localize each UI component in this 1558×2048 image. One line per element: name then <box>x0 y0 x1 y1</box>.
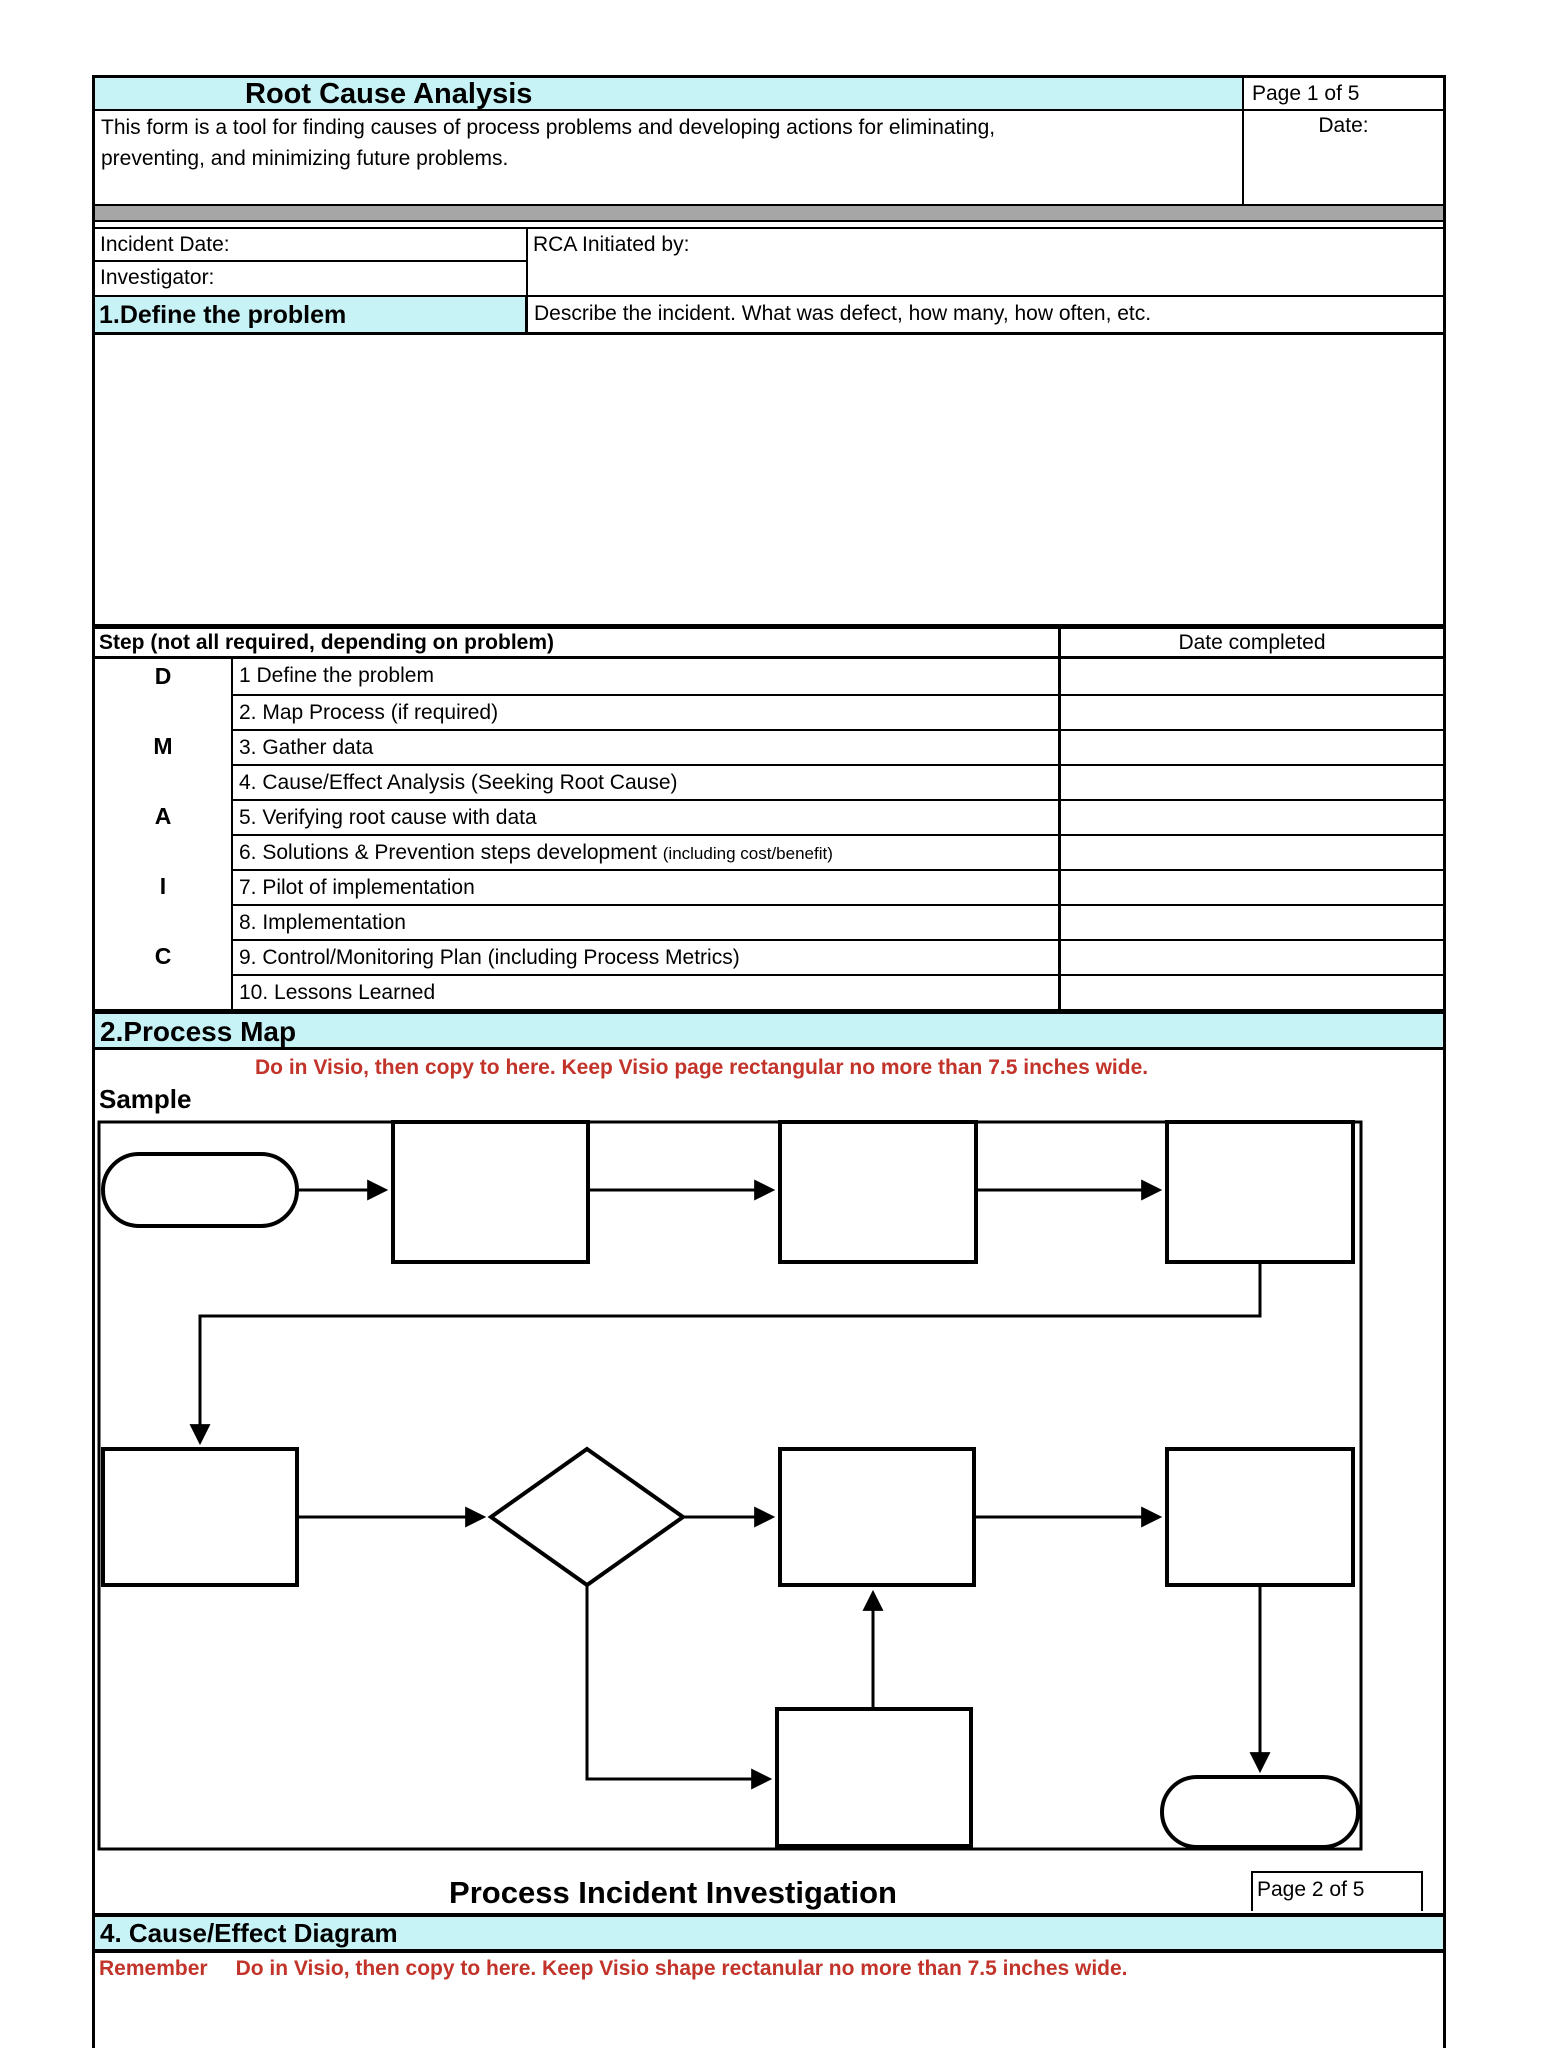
form-title: Root Cause Analysis <box>95 78 1244 109</box>
dmaic-letter <box>95 834 231 869</box>
date-completed-cell[interactable] <box>1061 659 1443 694</box>
step-text: 5. Verifying root cause with data <box>233 801 1061 834</box>
visio-note-body: Do in Visio, then copy to here. Keep Visio shape rectanular no more than 7.5 inches wide. <box>235 1957 1128 1980</box>
dmaic-letter-column <box>95 659 233 1009</box>
description-row <box>95 111 1443 204</box>
dmaic-letter <box>95 974 231 1009</box>
dmaic-letter <box>95 764 231 799</box>
incident-date-field[interactable]: Incident Date: <box>95 229 526 262</box>
date-completed-cell[interactable] <box>1061 976 1443 1009</box>
step-text <box>233 836 1061 869</box>
sample-label: Sample <box>99 1084 192 1114</box>
incident-block <box>95 227 1443 295</box>
section1-heading: 1.Define the problem <box>95 297 528 332</box>
page2-title: Process Incident Investigation <box>449 1875 897 1910</box>
step-text: 7. Pilot of implementation <box>233 871 1061 904</box>
date-completed-cell[interactable] <box>1061 731 1443 764</box>
section1-row <box>95 295 1443 335</box>
date-field[interactable] <box>1244 111 1443 204</box>
form-description <box>95 111 1244 204</box>
process-box-2 <box>780 1122 976 1262</box>
process-box-1 <box>393 1122 588 1262</box>
step-row <box>233 904 1443 939</box>
step-text: 10. Lessons Learned <box>233 976 1061 1009</box>
step-text: 8. Implementation <box>233 906 1061 939</box>
investigator-field[interactable]: Investigator: <box>100 266 215 289</box>
step-row <box>233 834 1443 869</box>
process-box-4 <box>103 1449 297 1585</box>
gray-divider-bar <box>95 204 1443 222</box>
step-row <box>233 729 1443 764</box>
step-text: 9. Control/Monitoring Plan (including Process Metrics) <box>233 941 1061 974</box>
start-terminator <box>103 1154 297 1226</box>
steps-rows <box>233 659 1443 1009</box>
date-completed-cell[interactable] <box>1061 801 1443 834</box>
describe-hint: Describe the incident. What was defect, how many, how often, etc. <box>534 302 1152 325</box>
date-completed-cell[interactable] <box>1061 836 1443 869</box>
dmaic-letter: C <box>154 943 172 969</box>
step-text: 4. Cause/Effect Analysis (Seeking Root Cause) <box>233 766 1061 799</box>
process-box-5 <box>780 1449 974 1585</box>
visio-note-process-map: Do in Visio, then copy to here. Keep Visio page rectangular no more than 7.5 inches wide. <box>255 1056 1149 1079</box>
flow-elbow-right <box>587 1585 769 1779</box>
section4-heading: 4. Cause/Effect Diagram <box>95 1913 1443 1953</box>
step-row <box>233 869 1443 904</box>
step-text: 1 Define the problem <box>233 659 1061 694</box>
page2-number-label: Page 2 of 5 <box>1251 1871 1423 1911</box>
page2-header <box>95 1851 1443 1913</box>
step-text-suffix: (including cost/benefit) <box>662 844 833 863</box>
visio-note-cause-effect <box>95 1953 1443 1981</box>
step-text-main: 6. Solutions & Prevention steps development <box>239 841 663 864</box>
process-box-7 <box>777 1709 971 1846</box>
step-row <box>233 939 1443 974</box>
step-row <box>233 974 1443 1009</box>
steps-header-label: Step (not all required, depending on problem) <box>95 629 1061 656</box>
dmaic-letter: A <box>154 803 172 829</box>
page1-number-label: Page 1 of 5 <box>1252 82 1360 105</box>
incident-left-column <box>95 229 528 295</box>
date-completed-cell[interactable] <box>1061 906 1443 939</box>
dmaic-letter: D <box>154 663 172 689</box>
form-description-line2: preventing, and minimizing future problems. <box>101 147 509 170</box>
step-row <box>233 764 1443 799</box>
form-description-line1: This form is a tool for finding causes of process problems and developing actions for eliminating, <box>101 116 996 139</box>
flow-elbow-down <box>200 1262 1260 1442</box>
header-row <box>95 75 1443 111</box>
process-box-6 <box>1167 1449 1353 1585</box>
rca-form <box>92 75 1446 2048</box>
process-box-3 <box>1167 1122 1353 1262</box>
problem-description-box[interactable] <box>95 335 1443 624</box>
dmaic-letter <box>95 694 231 729</box>
date-label: Date: <box>1318 114 1369 137</box>
section2-heading: 2.Process Map <box>95 1009 1443 1050</box>
steps-table <box>95 624 1443 1009</box>
decision-diamond <box>491 1449 683 1585</box>
step-row <box>233 799 1443 834</box>
rca-initiated-field[interactable]: RCA Initiated by: <box>533 233 690 256</box>
steps-table-body <box>95 659 1443 1009</box>
steps-table-header <box>95 629 1443 659</box>
dmaic-letter: I <box>159 873 167 899</box>
dmaic-letter <box>95 904 231 939</box>
step-row <box>233 694 1443 729</box>
date-completed-cell[interactable] <box>1061 766 1443 799</box>
step-text: 2. Map Process (if required) <box>233 696 1061 729</box>
dmaic-letter: M <box>153 733 173 759</box>
step-row <box>233 659 1443 694</box>
date-completed-cell[interactable] <box>1061 696 1443 729</box>
date-completed-cell[interactable] <box>1061 871 1443 904</box>
sample-flowchart <box>97 1120 1363 1851</box>
visio-note-prefix: Remember <box>99 1957 208 1980</box>
end-terminator <box>1162 1777 1358 1847</box>
date-completed-header: Date completed <box>1178 631 1326 654</box>
date-completed-cell[interactable] <box>1061 941 1443 974</box>
step-text: 3. Gather data <box>233 731 1061 764</box>
